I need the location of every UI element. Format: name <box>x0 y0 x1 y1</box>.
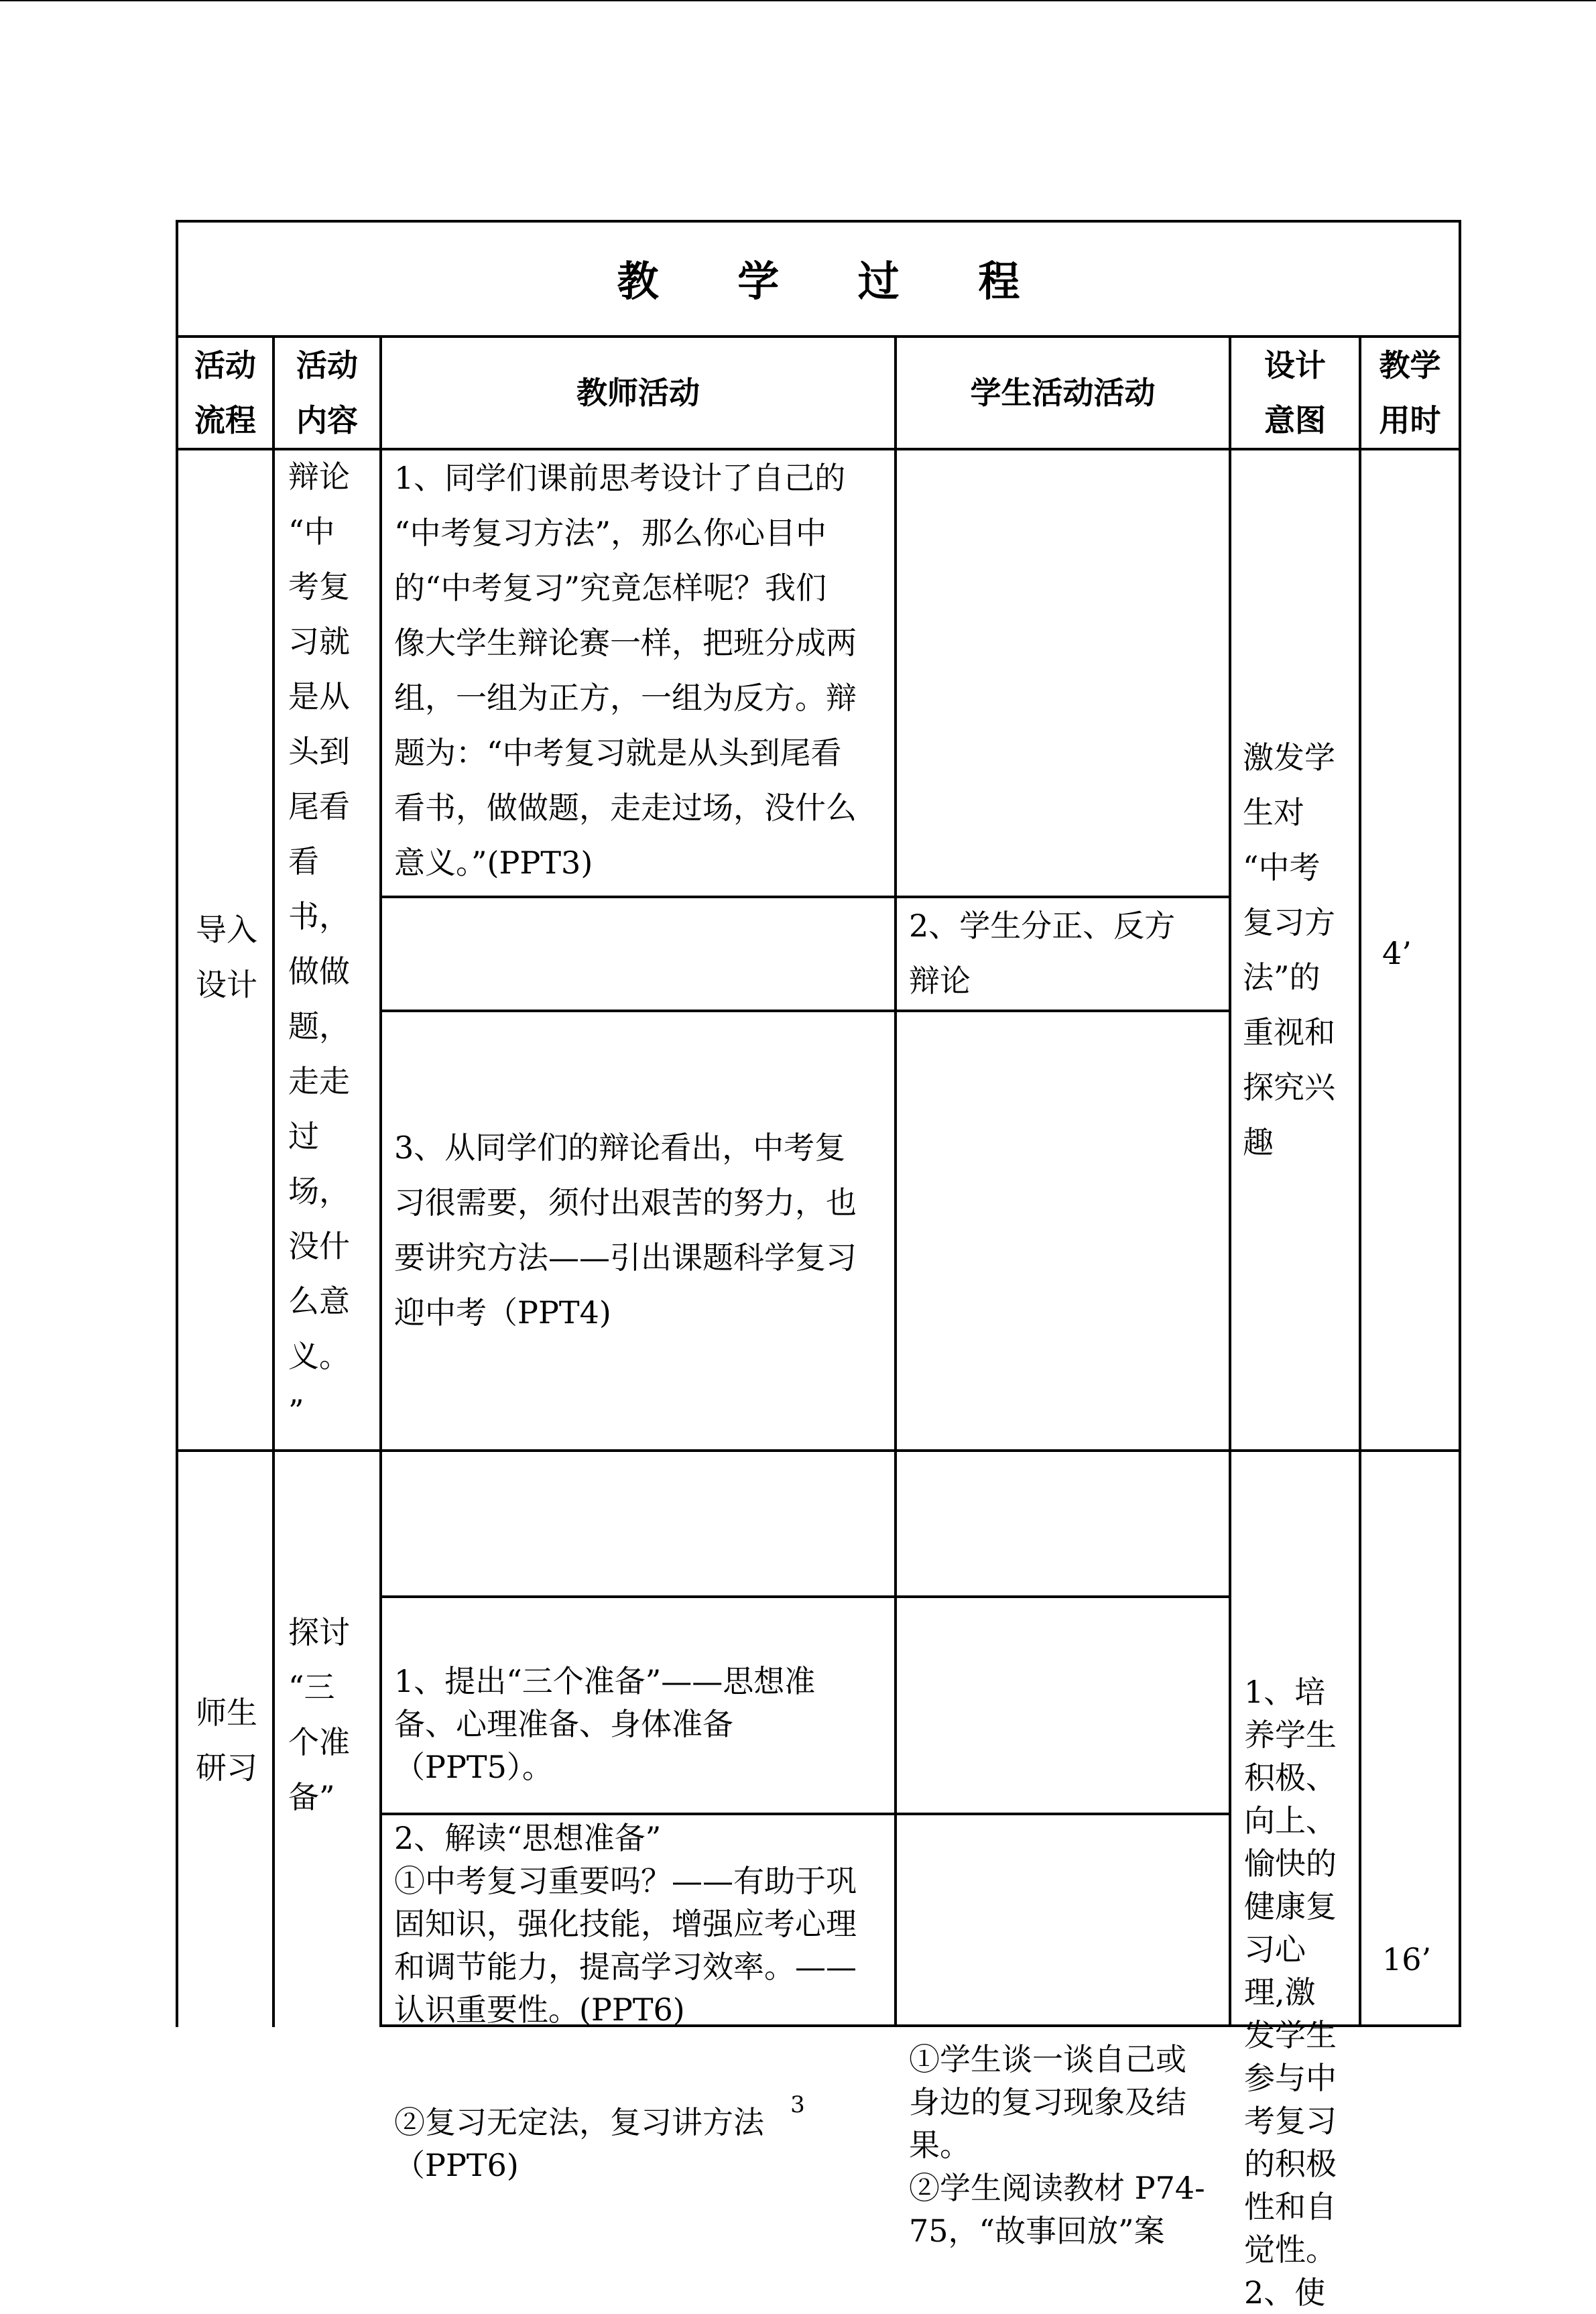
col-intent-border <box>1359 335 1361 2027</box>
col-student-border <box>1229 335 1231 2027</box>
sec1-flow: 导入 设计 <box>196 912 257 1003</box>
header-student: 学生活动活动 <box>970 375 1156 411</box>
sec2-row1-border <box>379 1595 1229 1598</box>
sec1-student-step2: 2、学生分正、反方 辩论 <box>909 908 1176 999</box>
header-content: 活动 内容 <box>296 347 358 438</box>
sec1-teacher-step1: 1、同学们课前思考设计了自己的 “中考复习方法”，那么你心目中 的“中考复习”究竟怎样呢？我们 像大学生辩论赛一样，把班分成两 组，一组为正方，一组为反方。辩 题为：“中考复习就是从头到尾看 看书，做做题，走走过场，没什么 意义。”(PPT3) <box>394 460 857 881</box>
sec2-content: 探讨 “三 个准 备” <box>288 1614 350 1815</box>
table-title: 教 学 过 程 <box>617 256 1052 306</box>
header-time: 教学 用时 <box>1379 347 1441 438</box>
sec1-intent: 激发学 生对 “中考 复习方 法”的 重视和 探究兴 趣 <box>1243 739 1335 1160</box>
col-teacher-border <box>894 335 897 2027</box>
page-top-border <box>0 0 1596 1</box>
sec2-teacher-step2: 2、解读“思想准备” ①中考复习重要吗？——有助于巩 固知识，强化技能，增强应考心理 和调节能力，提高学习效率。—— 认识重要性。(PPT6) <box>394 1820 857 2028</box>
col-flow-border <box>272 335 275 2027</box>
sec1-content: 辩论 “中 考复 习就 是从 头到 尾看 看 书， 做做 题， 走走 过 场， 没什 么意 义。 ” <box>288 459 350 1429</box>
sec2-intent: 1、培 养学生 积极、 向上、 愉快的 健康复 习心 理,激 发学生 参与中 考复习 的积极 性和自 觉性。 2、使 <box>1244 1674 1337 2311</box>
header-intent: 设计 意图 <box>1264 347 1326 438</box>
sec2-row2-border <box>379 1813 1229 1815</box>
header-teacher: 教师活动 <box>576 375 700 411</box>
teaching-process-table <box>176 220 1461 2311</box>
sec2-student-step3: ①学生谈一谈自己或 身边的复习现象及结 果。 ②学生阅读教材 P74- 75，“故事回放”案 <box>909 2041 1205 2249</box>
header-flow: 活动 流程 <box>194 347 256 438</box>
section-divider <box>176 1449 1461 1452</box>
sec1-teacher-step3: 3、从同学们的辩论看出，中考复 习很需要，须付出艰苦的努力，也 要讲究方法——引出课题科学复习 迎中考（PPT4) <box>394 1130 857 1331</box>
page-number: 3 <box>790 2091 805 2118</box>
col-content-border <box>379 335 382 2027</box>
table-left-border <box>176 220 178 2027</box>
table-right-border <box>1459 220 1461 2027</box>
sec2-time: 16’ <box>1382 1941 1432 1977</box>
sec2-flow: 师生 研习 <box>196 1695 257 1786</box>
sec1-time: 4’ <box>1382 935 1412 971</box>
sec2-teacher-step1: 1、提出“三个准备”——思想准 备、心理准备、身体准备 （PPT5）。 <box>394 1663 816 1785</box>
sec2-teacher-step3: ②复习无定法，复习讲方法 （PPT6) <box>394 2104 764 2183</box>
